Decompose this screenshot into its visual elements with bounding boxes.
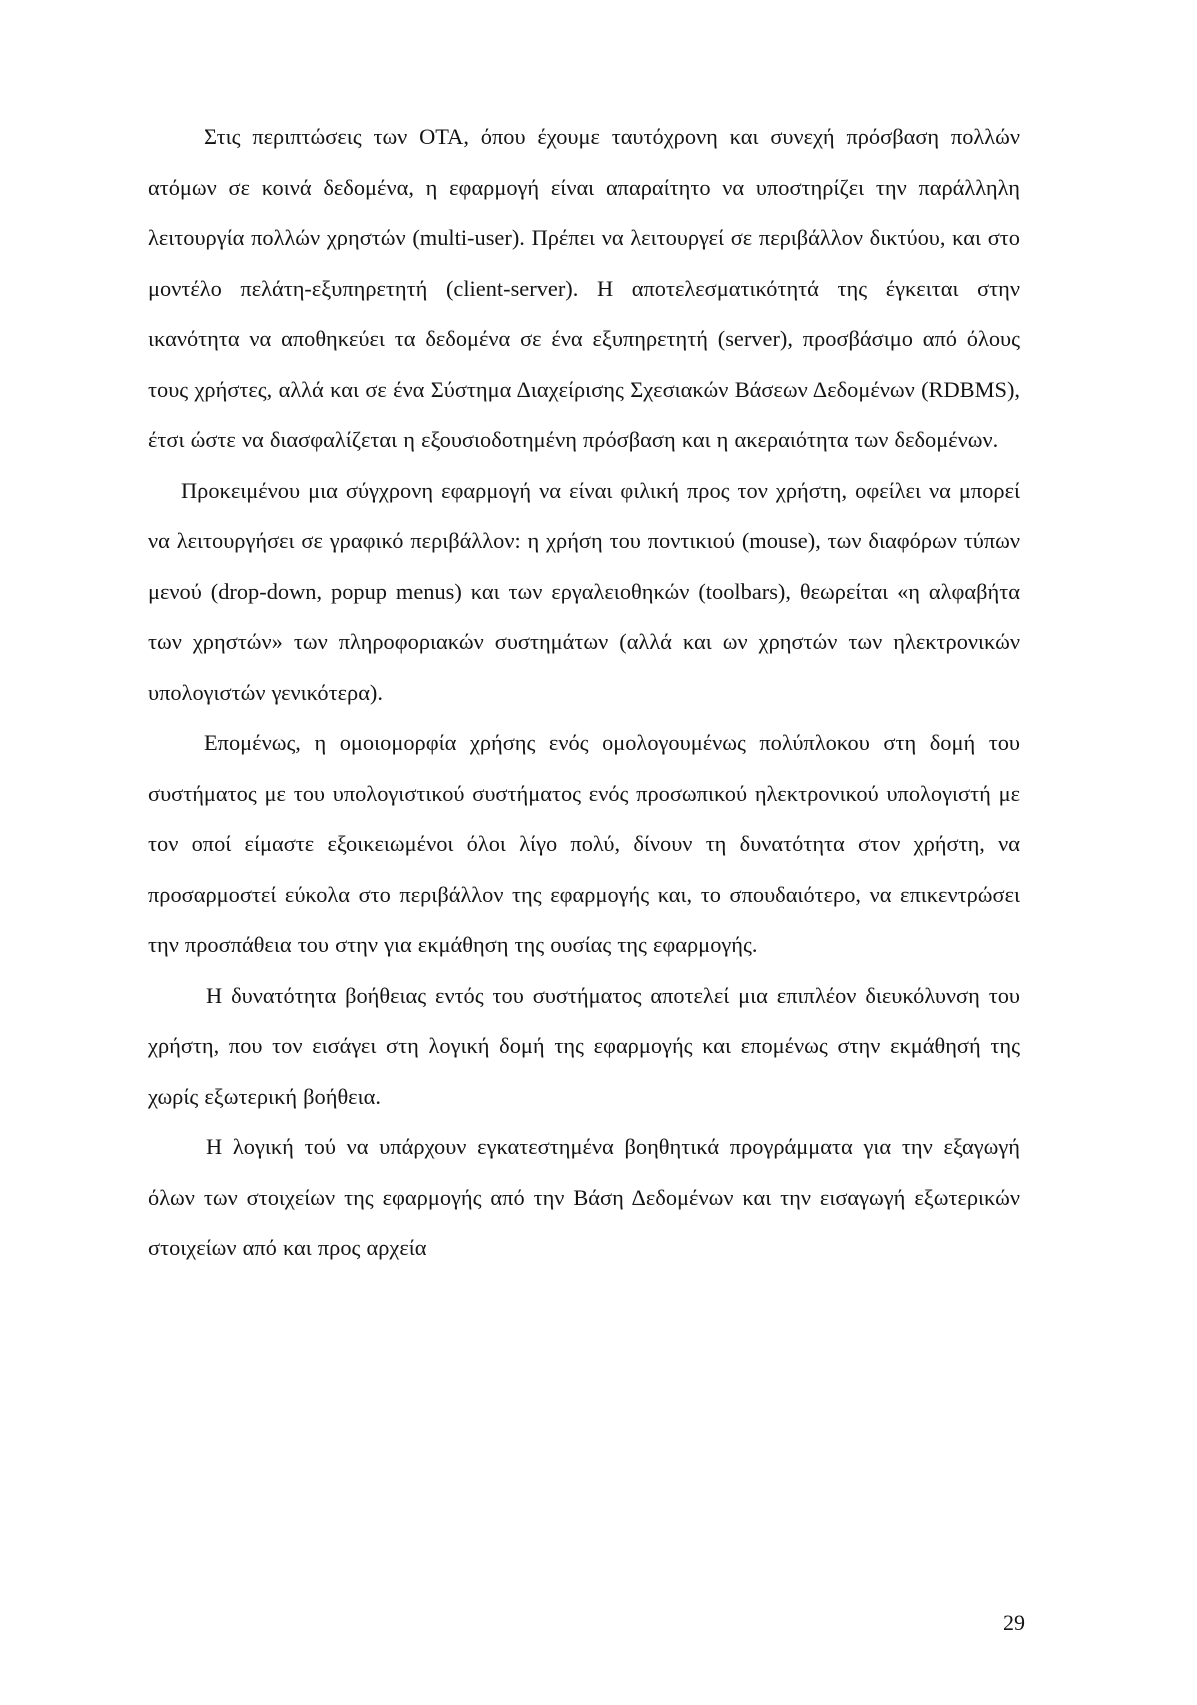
paragraph-1: Στις περιπτώσεις των ΟΤΑ, όπου έχουμε ταυτόχρονη και συνεχή πρόσβαση πολλών ατόμων σε κοινά δεδομένα, η εφαρμογή είναι απαραίτητο να υποστηρίζει την παράλληλη λειτουργία πολλών χρηστών (multi-user). Πρέπει να λειτουργεί σε περιβάλλον δικτύου, και στο μοντέλο πελάτη-εξυπηρετητή (client-server). Η αποτελεσματικότητά της έγκειται στην ικανότητα να αποθηκεύει τα δεδομένα σε ένα εξυπηρετητή (server), προσβάσιμο από όλους τους χρήστες, αλλά και σε ένα Σύστημα Διαχείρισης Σχεσιακών Βάσεων Δεδομένων (RDBMS), έτσι ώστε να διασφαλίζεται η εξουσιοδοτημένη πρόσβαση και η ακεραιότητα των δεδομένων. (148, 124, 1020, 452)
paragraph-3: Επομένως, η ομοιομορφία χρήσης ενός ομολογουμένως πολύπλοκου στη δομή του συστήματος με του υπολογιστικού συστήματος ενός προσωπικού ηλεκτρονικού υπολογιστή με τον οποί είμαστε εξοικειωμένοι όλοι λίγο πολύ, δίνουν τη δυνατότητα στον χρήστη, να προσαρμοστεί εύκολα στο περιβάλλον της εφαρμογής και, το σπουδαιότερο, να επικεντρώσει την προσπάθεια του στην για εκμάθηση της ουσίας της εφαρμογής. (148, 730, 1020, 957)
paragraph-4: Η δυνατότητα βοήθειας εντός του συστήματος αποτελεί μια επιπλέον διευκόλυνση του χρήστη, που τον εισάγει στη λογική δομή της εφαρμογής και επομένως στην εκμάθησή της χωρίς εξωτερική βοήθεια. (148, 982, 1020, 1109)
page-body (148, 112, 1020, 1274)
page-number: 29 (1003, 1610, 1025, 1635)
paragraph-5: Η λογική τού να υπάρχουν εγκατεστημένα βοηθητικά προγράμματα για την εξαγωγή όλων των στοιχείων της εφαρμογής από την Βάση Δεδομένων και την εισαγωγή εξωτερικών στοιχείων από και προς αρχεία (148, 1134, 1020, 1260)
paragraph-2: Προκειμένου μια σύγχρονη εφαρμογή να είναι φιλική προς τον χρήστη, οφείλει να μπορεί να λειτουργήσει σε γραφικό περιβάλλον: η χρήση του ποντικιού (mouse), των διαφόρων τύπων μενού (drop-down, popup menus) και των εργαλειοθηκών (toolbars), θεωρείται «η αλφαβήτα των χρηστών» των πληροφοριακών συστημάτων (αλλά και ων χρηστών των ηλεκτρονικών υπολογιστών γενικότερα). (148, 477, 1020, 705)
